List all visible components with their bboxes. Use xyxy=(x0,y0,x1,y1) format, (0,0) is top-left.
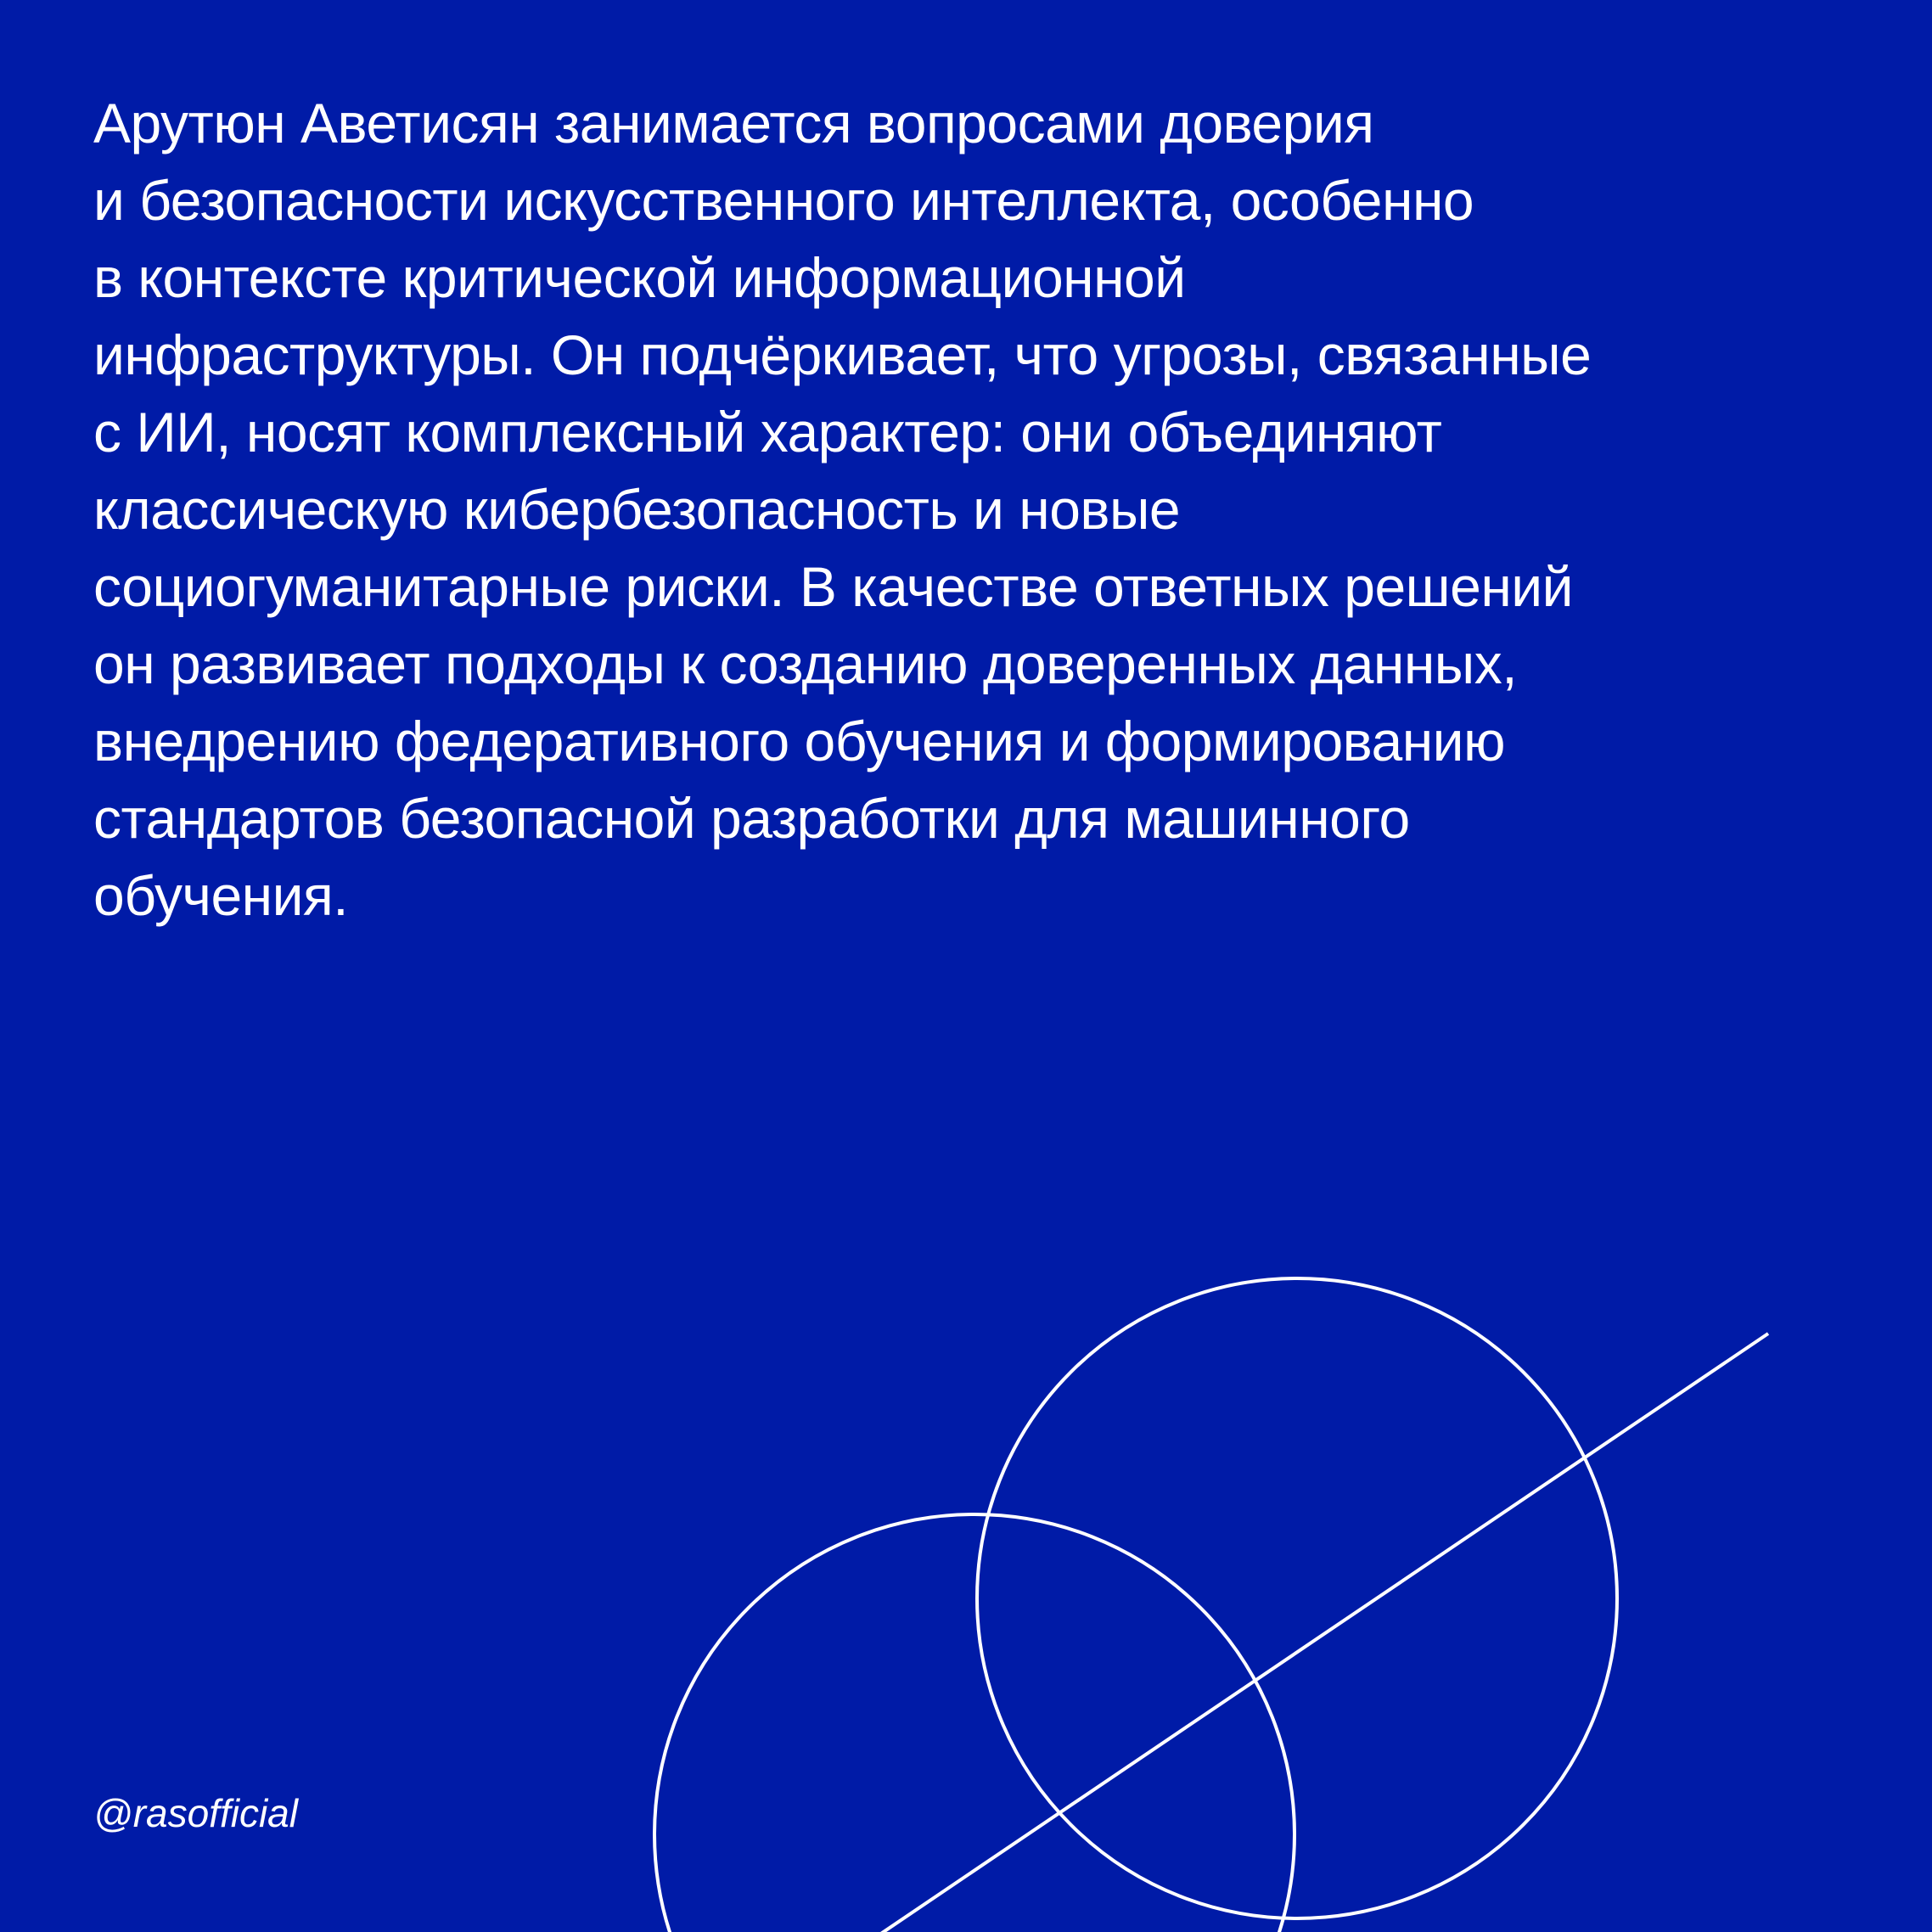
large-circle-icon xyxy=(977,1278,1617,1918)
body-text-line: инфраструктуры. Он подчёркивает, что угрозы, связанные xyxy=(93,323,1592,386)
body-text-line: Арутюн Аветисян занимается вопросами доверия xyxy=(93,92,1374,154)
body-text-line: с ИИ, носят комплексный характер: они объединяют xyxy=(93,401,1442,463)
body-text-line: социогуманитарные риски. В качестве ответных решений xyxy=(93,555,1574,618)
body-text-line: классическую кибербезопасность и новые xyxy=(93,478,1181,541)
body-text-line: и безопасности искусственного интеллекта, особенно xyxy=(93,169,1474,232)
body-text-line: стандартов безопасной разработки для машинного xyxy=(93,787,1410,850)
body-text-line: он развивает подходы к созданию доверенных данных, xyxy=(93,632,1518,695)
social-handle: @rasofficial xyxy=(93,1791,298,1835)
body-text-line: обучения. xyxy=(93,864,349,927)
body-text-line: в контексте критической информационной xyxy=(93,246,1186,309)
diagonal-line-icon xyxy=(866,1334,1768,1932)
body-text-line: внедрению федеративного обучения и формированию xyxy=(93,710,1506,772)
